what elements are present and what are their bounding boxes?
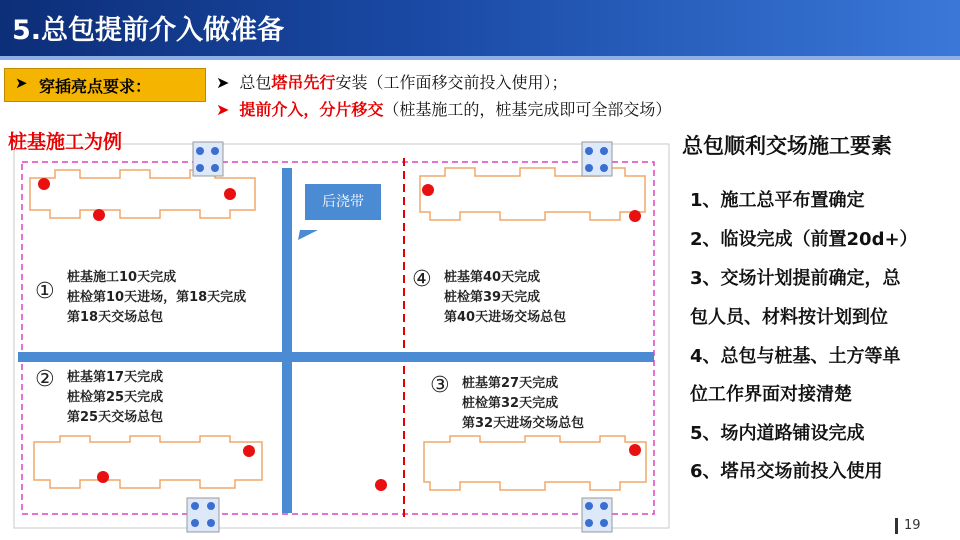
requirement-item: 包人员、材料按计划到位 bbox=[690, 307, 888, 328]
arrow-bullet-icon: ➤ bbox=[216, 73, 230, 92]
highlight-line-1 bbox=[216, 70, 567, 93]
arrow-bullet-icon: ➤ bbox=[15, 74, 28, 92]
phase-line: 桩检第25天完成 bbox=[67, 390, 164, 405]
line2-suffix: （桩基施工的，桩基完成即可全部交场） bbox=[383, 100, 672, 119]
arrow-bullet-icon: ➤ bbox=[216, 100, 230, 119]
badge-label: 穿插亮点要求： bbox=[39, 77, 152, 96]
diagram-title: 桩基施工为例 bbox=[8, 131, 123, 153]
requirement-item: 6、塔吊交场前投入使用 bbox=[690, 461, 883, 482]
phase-line: 第18天交场总包 bbox=[67, 310, 164, 325]
slide-title: 5.总包提前介入做准备 bbox=[12, 15, 285, 46]
requirement-item: 位工作界面对接清楚 bbox=[690, 384, 852, 405]
phase-number: ③ bbox=[430, 373, 450, 398]
phase-line: 桩基第27天完成 bbox=[462, 376, 559, 391]
vertical-road bbox=[282, 168, 292, 513]
requirement-item: 1、施工总平布置确定 bbox=[690, 190, 865, 211]
requirement-item: 5、场内道路铺设完成 bbox=[690, 423, 865, 444]
phase-number: ④ bbox=[412, 267, 432, 292]
phase-number: ① bbox=[35, 279, 55, 304]
line1-suffix: 安装（工作面移交前投入使用）； bbox=[335, 73, 568, 92]
page-number: 19 bbox=[904, 518, 921, 533]
phase-line: 第40天进场交场总包 bbox=[444, 310, 567, 325]
phase-line: 桩检第10天进场，第18天完成 bbox=[67, 290, 247, 305]
requirement-item: 3、交场计划提前确定，总 bbox=[690, 268, 901, 289]
requirement-item: 2、临设完成（前置20d+） bbox=[690, 229, 918, 250]
line1-emphasis: 塔吊先行 bbox=[271, 73, 336, 92]
line2-emphasis: 提前介入，分片移交 bbox=[239, 100, 384, 119]
phase-line: 桩检第39天完成 bbox=[444, 290, 541, 305]
header-stripe bbox=[0, 56, 960, 60]
requirement-item: 4、总包与桩基、土方等单 bbox=[690, 346, 901, 367]
post-pour-band-callout: 后浇带 bbox=[305, 184, 381, 220]
phase-line: 桩基第40天完成 bbox=[444, 270, 541, 285]
highlight-badge bbox=[4, 68, 206, 102]
phase-line: 第25天交场总包 bbox=[67, 410, 164, 425]
requirements-title: 总包顺利交场施工要素 bbox=[682, 134, 892, 158]
phase-line: 桩基第17天完成 bbox=[67, 370, 164, 385]
horizontal-road bbox=[18, 352, 654, 362]
line1-prefix: 总包 bbox=[239, 73, 272, 92]
phase-line: 桩基施工10天完成 bbox=[67, 270, 177, 285]
page-number-divider bbox=[895, 518, 898, 534]
phase-line: 桩检第32天完成 bbox=[462, 396, 559, 411]
phase-number: ② bbox=[35, 367, 55, 392]
phase-line: 第32天进场交场总包 bbox=[462, 416, 585, 431]
highlight-line-2 bbox=[216, 97, 671, 120]
